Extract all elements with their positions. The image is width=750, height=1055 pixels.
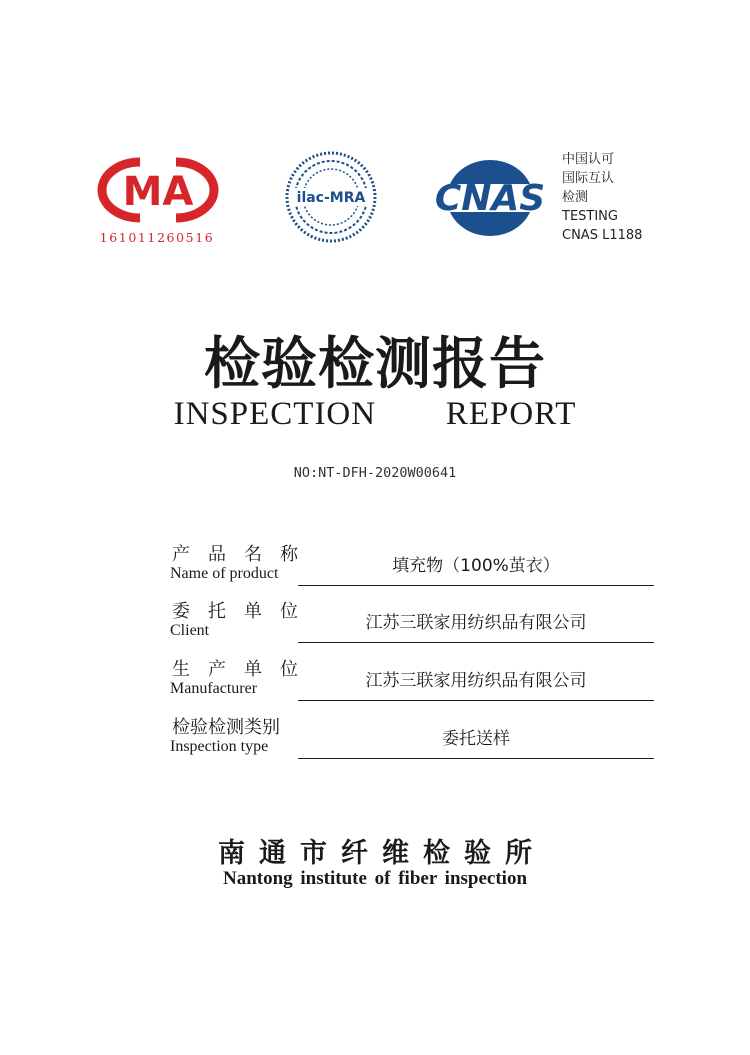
client-value: 江苏三联家用纺织品有限公司	[365, 613, 587, 633]
manufacturer-underline	[298, 700, 654, 701]
cnas-caption-line: CNAS L1188	[562, 228, 643, 243]
inspection-type-label-zh: 检验检测类别	[172, 717, 280, 738]
manufacturer-value: 江苏三联家用纺织品有限公司	[365, 671, 587, 691]
institute-name-zh: 南通市纤维检验所	[218, 838, 546, 869]
cnas-caption	[562, 150, 642, 245]
cma-logo-text: MA	[122, 169, 194, 215]
ilac-logo-text: ilac-MRA	[296, 190, 366, 206]
client-label-en: Client	[170, 622, 210, 639]
report-title-en: INSPECTION REPORT	[173, 396, 577, 432]
cnas-caption-line: TESTING	[562, 209, 618, 224]
client-underline	[298, 642, 654, 643]
institute-name-en: Nantong institute of fiber inspection	[222, 868, 528, 889]
report-title-zh: 检验检测报告	[204, 332, 546, 397]
manufacturer-label-zh: 生 产 单 位	[172, 659, 298, 680]
inspection-type-value: 委托送样	[442, 729, 510, 749]
cma-logo	[95, 150, 221, 230]
product-underline	[298, 585, 654, 586]
product-value: 填充物（100%茧衣）	[392, 556, 560, 576]
cnas-logo	[432, 150, 548, 246]
report-number: NO:NT-DFH-2020W00641	[293, 465, 457, 481]
inspection-type-underline	[298, 758, 654, 759]
manufacturer-label-en: Manufacturer	[170, 680, 258, 697]
inspection-type-label-en: Inspection type	[170, 738, 269, 755]
cma-number: 161011260516	[99, 230, 215, 245]
cnas-caption-line: 中国认可	[562, 152, 615, 167]
product-label-en: Name of product	[170, 565, 279, 582]
ilac-mra-logo	[284, 150, 378, 244]
product-label-zh: 产 品 名 称	[172, 544, 298, 565]
cnas-caption-line: 检测	[562, 190, 589, 205]
client-label-zh: 委 托 单 位	[172, 601, 298, 622]
cnas-logo-text: CNAS	[434, 178, 546, 219]
cnas-caption-line: 国际互认	[562, 171, 615, 186]
